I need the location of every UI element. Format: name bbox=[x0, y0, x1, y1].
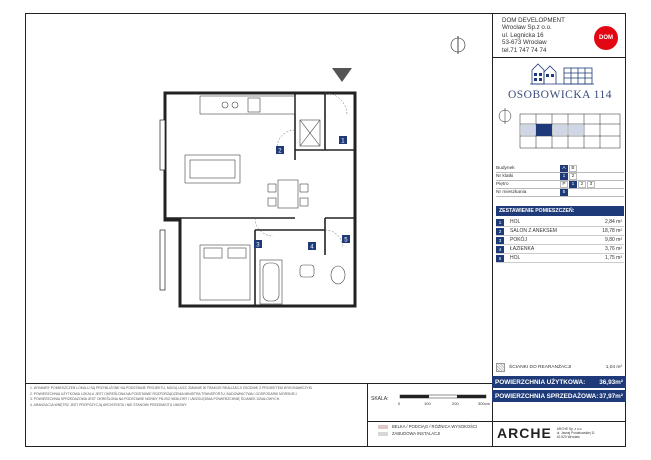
developer-line: tel.71 747 74 74 bbox=[502, 46, 547, 54]
divider-legend bbox=[367, 421, 626, 422]
room-number: 1 bbox=[496, 219, 504, 226]
room-number: 4 bbox=[496, 246, 504, 253]
legend-item bbox=[378, 430, 477, 437]
room-label: 4 bbox=[310, 244, 314, 251]
info-cell-selected: 1 bbox=[560, 173, 568, 180]
room-row bbox=[496, 245, 624, 254]
north-compass-icon bbox=[448, 35, 468, 55]
room-area: 2,84 m² bbox=[605, 219, 622, 225]
legend-item bbox=[378, 423, 477, 430]
info-label: Nr klatki bbox=[496, 174, 514, 179]
room-label: 1 bbox=[341, 138, 345, 145]
info-cell: 3 bbox=[587, 181, 595, 188]
scale-bar bbox=[398, 393, 490, 411]
arche-line: ARCHE Sp. z o.o. bbox=[556, 427, 583, 431]
info-cell: 2 bbox=[569, 173, 577, 180]
room-area: 1,75 m² bbox=[605, 255, 622, 261]
sale-area-bar bbox=[492, 390, 626, 402]
info-row-apartment bbox=[496, 189, 624, 197]
mini-floor-plan bbox=[496, 104, 624, 160]
scale-label: SKALA: bbox=[371, 396, 389, 402]
developer-line: 53-673 Wrocław bbox=[502, 39, 547, 47]
room-area: 18,78 m² bbox=[602, 228, 622, 234]
room-label: 3 bbox=[256, 242, 260, 249]
room-number: 3 bbox=[496, 237, 504, 244]
scale-tick: 100 bbox=[424, 401, 431, 406]
legend-text: ZABUDOWA INSTALACJI bbox=[392, 431, 441, 436]
room-row bbox=[496, 227, 624, 236]
project-name: OSOBOWICKA 114 bbox=[507, 89, 612, 101]
legend-text: BELKA / PODCIĄG / RÓŻNICA WYSOKOŚCI bbox=[392, 424, 478, 429]
scale-tick: 200 bbox=[452, 401, 459, 406]
legend bbox=[378, 423, 477, 437]
info-row-floor bbox=[496, 181, 624, 189]
info-cell-selected: A bbox=[560, 165, 568, 172]
walls-area: 1,04 m² bbox=[605, 365, 622, 370]
usable-area-value: 36,93m² bbox=[599, 378, 623, 386]
arche-logo bbox=[497, 425, 595, 441]
rearrangeable-walls-row bbox=[496, 362, 624, 373]
rooms-table bbox=[496, 218, 624, 263]
info-cell: B bbox=[569, 165, 577, 172]
scale-tick: 300cm bbox=[478, 401, 490, 406]
sale-area-value: 37,97m² bbox=[599, 392, 623, 400]
note-text: 4. ARANŻACJA WNĘTRZ JEST PROPOZYCJĄ ARCHITEKTA I NIE STANOWI PRZEDMIOTU UMOWY. bbox=[30, 403, 188, 408]
walls-hatch-icon bbox=[496, 363, 505, 372]
scale-tick: 0 bbox=[398, 401, 401, 406]
sale-area-label: POWIERZCHNIA SPRZEDAŻOWA: bbox=[495, 392, 599, 400]
info-label: Piętro bbox=[496, 182, 509, 187]
developer-line: DOM DEVELOPMENT bbox=[502, 17, 565, 24]
notes-block bbox=[30, 386, 365, 409]
room-name: ŁAZIENKA bbox=[510, 246, 535, 252]
developer-line: Wrocław Sp.z o.o. bbox=[502, 24, 552, 32]
header-divider bbox=[492, 57, 626, 58]
room-row bbox=[496, 254, 624, 263]
info-label: Nr mieszkania bbox=[496, 190, 527, 195]
note-text: 1. WYMIARY POMIESZCZEŃ LOKALU SĄ PRZYBLIŻONE NA PODSTAWIE PROJEKTU, MOGĄ ULEC ZMIANIE W TRAKCIE REALIZACJI ZGODNIE Z PROJEKTEM WYKONAWCZYM. bbox=[30, 386, 313, 390]
usable-area-label: POWIERZCHNIA UŻYTKOWA: bbox=[495, 378, 586, 386]
note-text: 3. POWIERZCHNIA SPRZEDAŻOWA JEST OKREŚLONA NA PODSTAWIE NORMY PN-ISO 9836:1997 I UWZGLĘDNIA POWIERZCHNIĘ ŚCIANEK DZIAŁOWYCH. bbox=[30, 397, 281, 402]
info-row-building bbox=[496, 165, 624, 173]
apartment-info-table bbox=[496, 165, 624, 197]
rooms-header: ZESTAWIENIE POMIESZCZEŃ: bbox=[496, 206, 624, 216]
room-number: 2 bbox=[496, 228, 504, 235]
room-label: 2 bbox=[278, 148, 282, 155]
arche-address bbox=[557, 427, 595, 439]
room-label: 5 bbox=[344, 237, 348, 244]
install-swatch-icon bbox=[378, 432, 388, 436]
dom-logo: DOM bbox=[594, 26, 618, 50]
building-illustration bbox=[530, 60, 594, 86]
developer-line: ul. Legnicka 16 bbox=[502, 31, 544, 39]
developer-info bbox=[502, 17, 565, 54]
room-name: POKÓJ bbox=[510, 237, 527, 243]
info-label: Budynek bbox=[496, 166, 515, 171]
beam-swatch-icon bbox=[378, 425, 388, 429]
room-row bbox=[496, 218, 624, 227]
info-cell-selected: 1 bbox=[569, 181, 577, 188]
usable-area-bar bbox=[492, 376, 626, 388]
room-area: 9,80 m² bbox=[605, 237, 622, 243]
arche-line: ul. Jasnej Poniatowskiej 11 bbox=[556, 431, 595, 435]
info-cell: 2 bbox=[578, 181, 586, 188]
info-cell: P bbox=[560, 181, 568, 188]
floor-plan bbox=[140, 60, 370, 320]
walls-label: ŚCIANKI DO REARANŻACJI bbox=[509, 365, 572, 370]
arche-line: 42-520 Wrocław bbox=[556, 435, 580, 439]
room-area: 3,76 m² bbox=[605, 246, 622, 252]
room-row bbox=[496, 236, 624, 245]
room-number: 5 bbox=[496, 255, 504, 262]
note-text: 2. POWIERZCHNIA UŻYTKOWA LOKALU JEST OKREŚLONA NA PODSTAWIE ROZPORZĄDZENIA MINISTRA TRANSPORTU, BUDOWNICTWA I GOSPODARKI MORSKIEJ. bbox=[30, 391, 298, 396]
room-name: HOL bbox=[510, 255, 521, 261]
info-row-staircase bbox=[496, 173, 624, 181]
info-cell-selected: 5 bbox=[560, 189, 568, 196]
divider-scale bbox=[367, 383, 368, 447]
arche-name: ARCHE bbox=[497, 425, 552, 441]
room-name: HOL bbox=[510, 219, 521, 225]
room-name: SALON Z ANEKSEM bbox=[510, 228, 557, 234]
entrance-arrow-icon bbox=[332, 68, 352, 82]
